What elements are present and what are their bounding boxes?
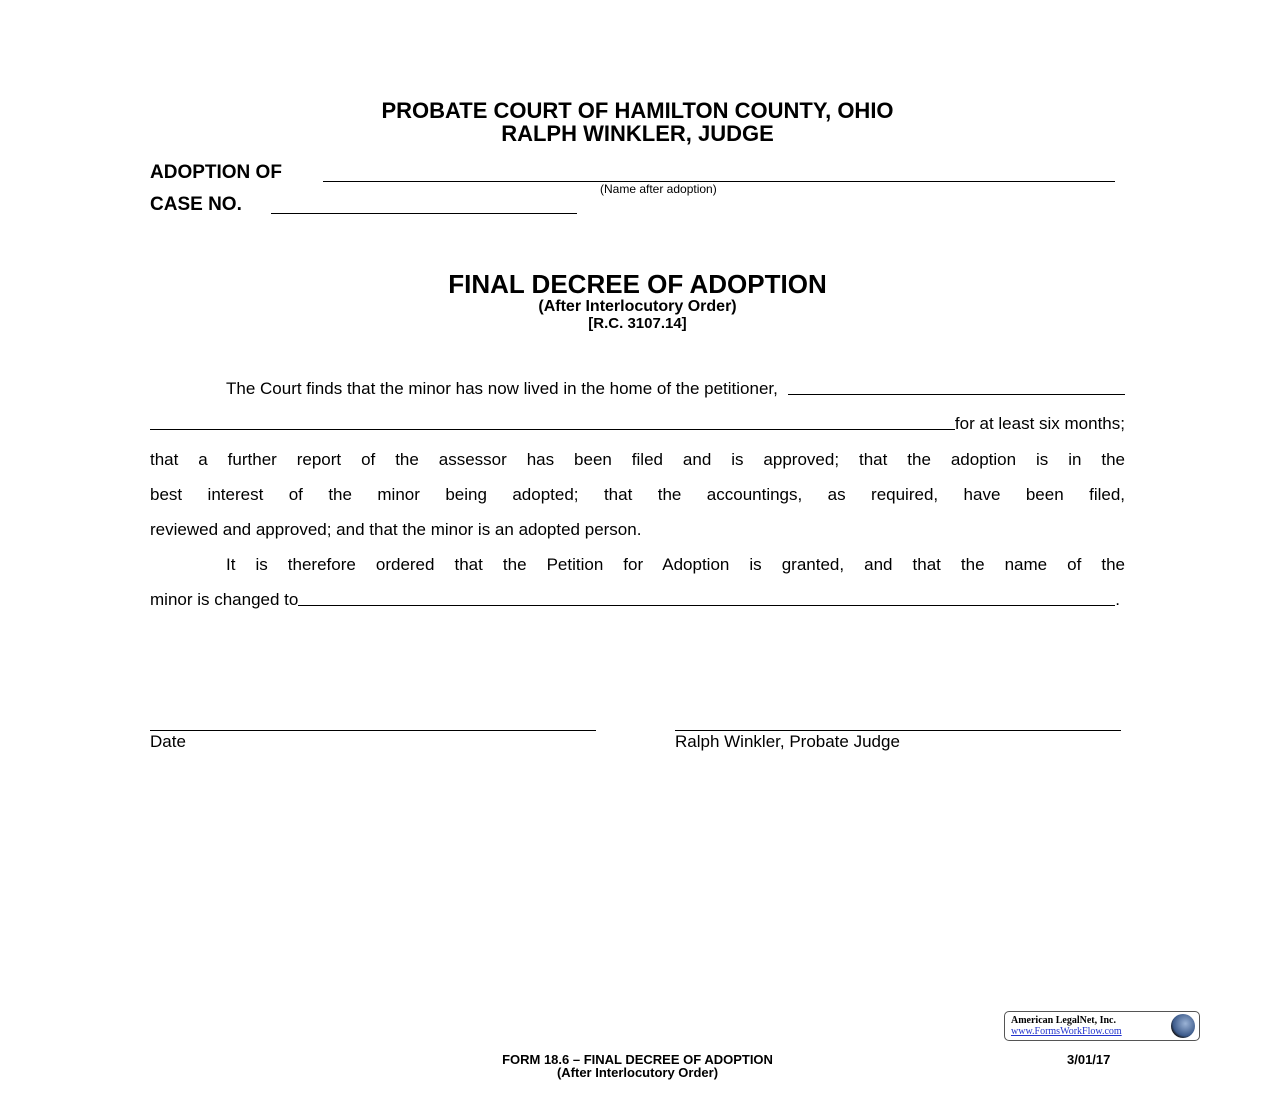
footer-date: 3/01/17 (1067, 1052, 1111, 1067)
judge-signature-line[interactable] (675, 730, 1121, 731)
statute-reference: [R.C. 3107.14] (588, 315, 687, 332)
date-signature-line[interactable] (150, 730, 596, 731)
judge-name: RALPH WINKLER, JUDGE (501, 121, 774, 146)
body-text: minor is changed to (150, 590, 299, 609)
duration-field[interactable] (150, 429, 955, 430)
footer-form: FORM 18.6 – FINAL DECREE OF ADOPTION (502, 1052, 773, 1067)
judge-signature-label: Ralph Winkler, Probate Judge (675, 732, 900, 751)
body-line-4: best interest of the minor being adopted; that the accountings, as required, have been filed, (150, 485, 1125, 504)
case-no-label: CASE NO. (150, 194, 242, 215)
body-text: The Court finds that the minor has now lived in the home of the petitioner, (226, 379, 778, 398)
form-title: FINAL DECREE OF ADOPTION (448, 269, 827, 299)
body-line-2 (150, 414, 1125, 434)
body-line-3: that a further report of the assessor has been filed and is approved; that the adoption is in the (150, 450, 1125, 469)
globe-icon (1171, 1014, 1195, 1038)
case-no-field[interactable] (271, 213, 577, 214)
adoption-of-label: ADOPTION OF (150, 162, 282, 183)
body-line-6: It is therefore ordered that the Petition for Adoption is granted, and that the name of the (226, 555, 1125, 574)
logo-url[interactable]: www.FormsWorkFlow.com (1011, 1026, 1122, 1037)
body-line-1 (150, 379, 1125, 399)
footer-subtitle: (After Interlocutory Order) (556, 1065, 719, 1080)
american-legalnet-logo (1004, 1011, 1200, 1041)
adoption-name-field[interactable] (323, 181, 1115, 182)
date-label: Date (150, 732, 186, 751)
new-name-field[interactable] (298, 605, 1115, 606)
name-hint: (Name after adoption) (600, 182, 717, 196)
logo-company: American LegalNet, Inc. (1011, 1015, 1116, 1026)
period: . (1115, 590, 1120, 609)
form-subtitle: (After Interlocutory Order) (538, 298, 737, 315)
petitioner-field[interactable] (788, 394, 1125, 395)
body-text: for at least six months; (954, 414, 1125, 433)
body-line-5: reviewed and approved; and that the minor is an adopted person. (150, 520, 642, 539)
court-name: PROBATE COURT OF HAMILTON COUNTY, OHIO (381, 98, 894, 123)
body-line-7 (150, 590, 1120, 610)
